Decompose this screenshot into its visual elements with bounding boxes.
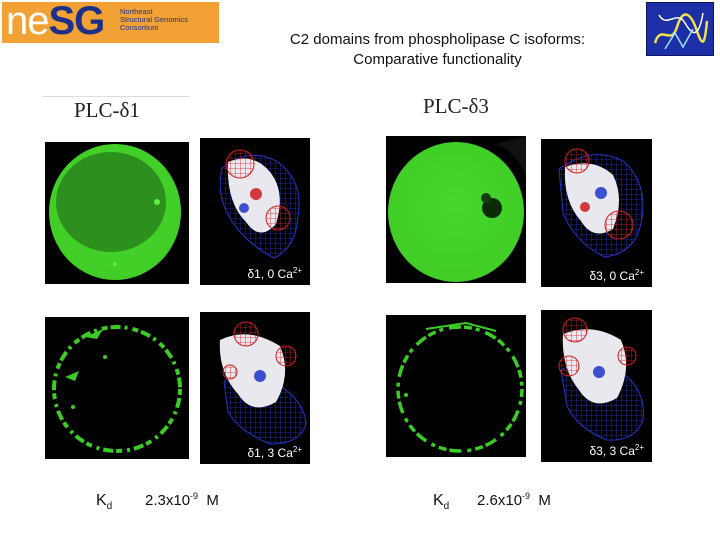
kd-value-d1: $2.3x10^{-9}$ M bbox=[145, 491, 219, 509]
logo-line-2: Structural Genomics bbox=[120, 15, 188, 24]
nesg-logo bbox=[2, 2, 219, 43]
kd-label-d3: $K_d$ bbox=[433, 492, 450, 513]
panel-heading-plc-d1: PLC-δ1 bbox=[74, 98, 140, 122]
logo-line-3: Consortium bbox=[120, 23, 159, 32]
structure-d3-calcium bbox=[541, 310, 652, 462]
slide-title bbox=[200, 30, 675, 70]
structure-label: δ1, 3 $Ca^{2+}$ bbox=[247, 445, 302, 460]
title-line-1: C2 domains from phospholipase C isoforms: bbox=[289, 31, 586, 48]
heading-divider bbox=[42, 96, 190, 97]
kd-value-d3: $2.6x10^{-9}$ M bbox=[477, 491, 551, 509]
logo-tagline bbox=[120, 8, 188, 32]
micrograph-d3-no-calcium bbox=[386, 136, 526, 283]
title-line-2: Comparative functionality bbox=[353, 51, 522, 68]
structure-label: δ3, 0 $Ca^{2+}$ bbox=[589, 268, 644, 283]
logo-ne: ne bbox=[6, 2, 49, 43]
panel-heading-plc-d3: PLC-δ3 bbox=[423, 94, 489, 118]
structure-d1-no-calcium bbox=[200, 138, 310, 285]
structure-label: δ1, 0 $Ca^{2+}$ bbox=[247, 266, 302, 281]
structure-d1-calcium bbox=[200, 312, 310, 464]
structure-d3-no-calcium bbox=[541, 139, 652, 287]
logo-sg: SG bbox=[48, 2, 105, 43]
kd-label-d1: $K_d$ bbox=[96, 492, 113, 513]
micrograph-d1-calcium bbox=[45, 317, 189, 459]
logo-wordmark bbox=[6, 2, 104, 43]
logo-line-1: Northeast bbox=[120, 7, 153, 16]
micrograph-d1-no-calcium bbox=[45, 142, 189, 284]
structure-label: δ3, 3 $Ca^{2+}$ bbox=[589, 443, 644, 458]
micrograph-d3-calcium bbox=[386, 315, 526, 457]
